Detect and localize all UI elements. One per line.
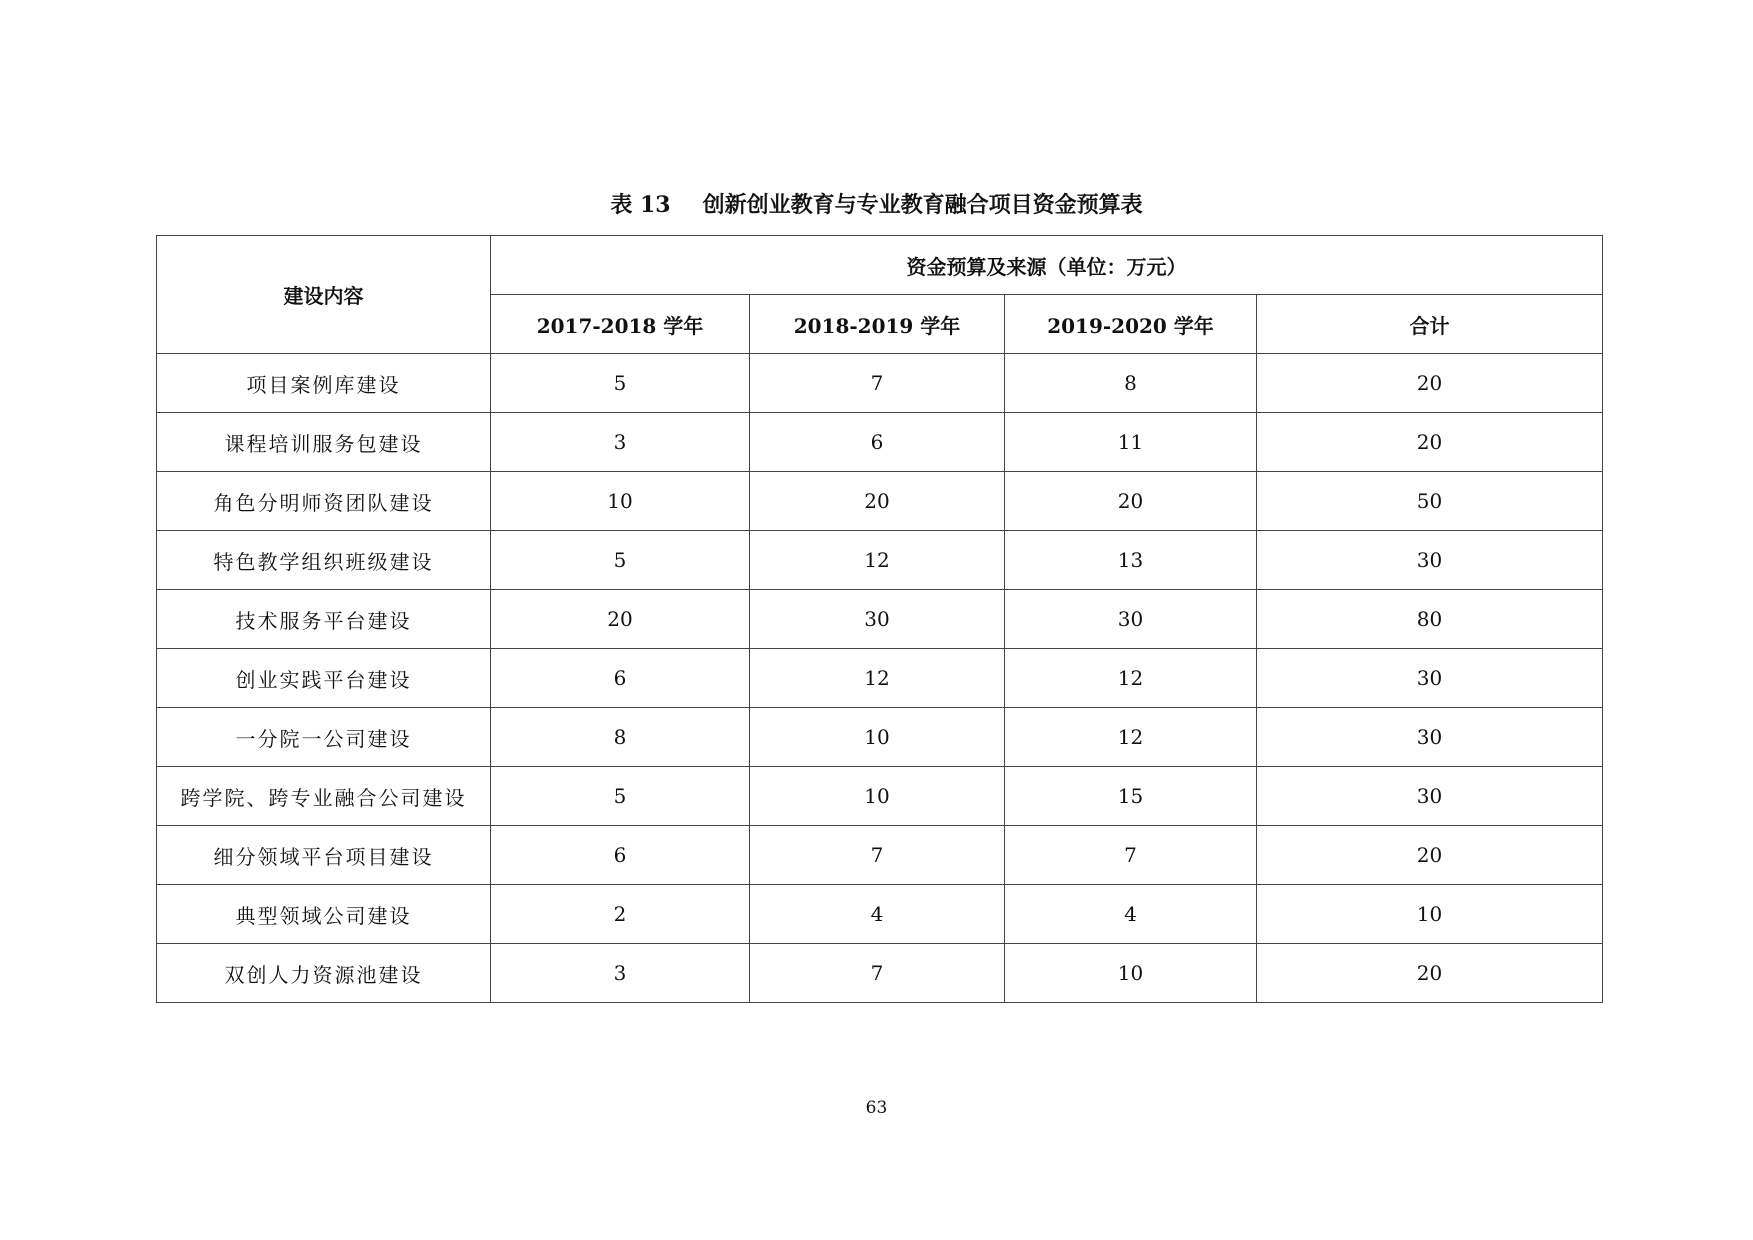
cell-total: 30	[1257, 649, 1603, 708]
row-item-label: 细分领域平台项目建设	[157, 826, 491, 885]
table-row	[157, 590, 1603, 649]
row-item-label: 一分院一公司建设	[157, 708, 491, 767]
row-item-label: 特色教学组织班级建设	[157, 531, 491, 590]
table-row	[157, 413, 1603, 472]
row-item-label: 双创人力资源池建设	[157, 944, 491, 1003]
cell-total: 30	[1257, 708, 1603, 767]
cell-year-3: 7	[1005, 826, 1257, 885]
cell-year-3: 12	[1005, 649, 1257, 708]
cell-year-1: 6	[491, 826, 750, 885]
cell-year-1: 20	[491, 590, 750, 649]
table-row	[157, 531, 1603, 590]
cell-year-3: 30	[1005, 590, 1257, 649]
table-row	[157, 649, 1603, 708]
cell-year-3: 8	[1005, 354, 1257, 413]
cell-year-2: 10	[750, 767, 1005, 826]
table-row	[157, 944, 1603, 1003]
table-row	[157, 708, 1603, 767]
cell-year-2: 20	[750, 472, 1005, 531]
cell-year-2: 7	[750, 944, 1005, 1003]
cell-year-2: 12	[750, 531, 1005, 590]
header-budget-group: 资金预算及来源（单位：万元）	[491, 236, 1603, 295]
cell-total: 20	[1257, 413, 1603, 472]
row-item-label: 技术服务平台建设	[157, 590, 491, 649]
table-row	[157, 826, 1603, 885]
header-year-3: 2019-2020 学年	[1005, 295, 1257, 354]
cell-year-1: 2	[491, 885, 750, 944]
cell-year-2: 7	[750, 826, 1005, 885]
cell-year-2: 12	[750, 649, 1005, 708]
table-row	[157, 472, 1603, 531]
header-year-1: 2017-2018 学年	[491, 295, 750, 354]
row-item-label: 项目案例库建设	[157, 354, 491, 413]
page-number: 63	[865, 1098, 888, 1118]
cell-year-1: 6	[491, 649, 750, 708]
header-total: 合计	[1257, 295, 1603, 354]
budget-table	[156, 235, 1603, 1003]
row-item-label: 典型领域公司建设	[157, 885, 491, 944]
table-caption-title: 创新创业教育与专业教育融合项目资金预算表	[702, 192, 1143, 218]
row-item-label: 课程培训服务包建设	[157, 413, 491, 472]
row-item-label: 创业实践平台建设	[157, 649, 491, 708]
cell-total: 30	[1257, 767, 1603, 826]
cell-year-2: 30	[750, 590, 1005, 649]
cell-year-1: 8	[491, 708, 750, 767]
table-caption	[0, 187, 1753, 223]
cell-total: 30	[1257, 531, 1603, 590]
cell-year-1: 5	[491, 531, 750, 590]
cell-year-3: 15	[1005, 767, 1257, 826]
cell-year-3: 20	[1005, 472, 1257, 531]
header-year-2: 2018-2019 学年	[750, 295, 1005, 354]
cell-year-3: 11	[1005, 413, 1257, 472]
cell-year-1: 3	[491, 944, 750, 1003]
cell-total: 50	[1257, 472, 1603, 531]
cell-year-3: 12	[1005, 708, 1257, 767]
cell-year-3: 4	[1005, 885, 1257, 944]
table-row	[157, 354, 1603, 413]
cell-total: 20	[1257, 944, 1603, 1003]
cell-year-2: 10	[750, 708, 1005, 767]
cell-year-1: 10	[491, 472, 750, 531]
cell-year-1: 3	[491, 413, 750, 472]
table-row	[157, 767, 1603, 826]
header-row-group	[157, 236, 1603, 295]
cell-year-3: 10	[1005, 944, 1257, 1003]
table-caption-number: 表 13	[610, 192, 671, 218]
table-row	[157, 885, 1603, 944]
row-item-label: 跨学院、跨专业融合公司建设	[157, 767, 491, 826]
row-item-label: 角色分明师资团队建设	[157, 472, 491, 531]
cell-year-2: 4	[750, 885, 1005, 944]
cell-year-3: 13	[1005, 531, 1257, 590]
cell-total: 20	[1257, 826, 1603, 885]
cell-year-1: 5	[491, 354, 750, 413]
cell-total: 80	[1257, 590, 1603, 649]
cell-year-2: 7	[750, 354, 1005, 413]
header-content-col: 建设内容	[157, 236, 491, 354]
cell-total: 20	[1257, 354, 1603, 413]
cell-year-1: 5	[491, 767, 750, 826]
cell-total: 10	[1257, 885, 1603, 944]
cell-year-2: 6	[750, 413, 1005, 472]
